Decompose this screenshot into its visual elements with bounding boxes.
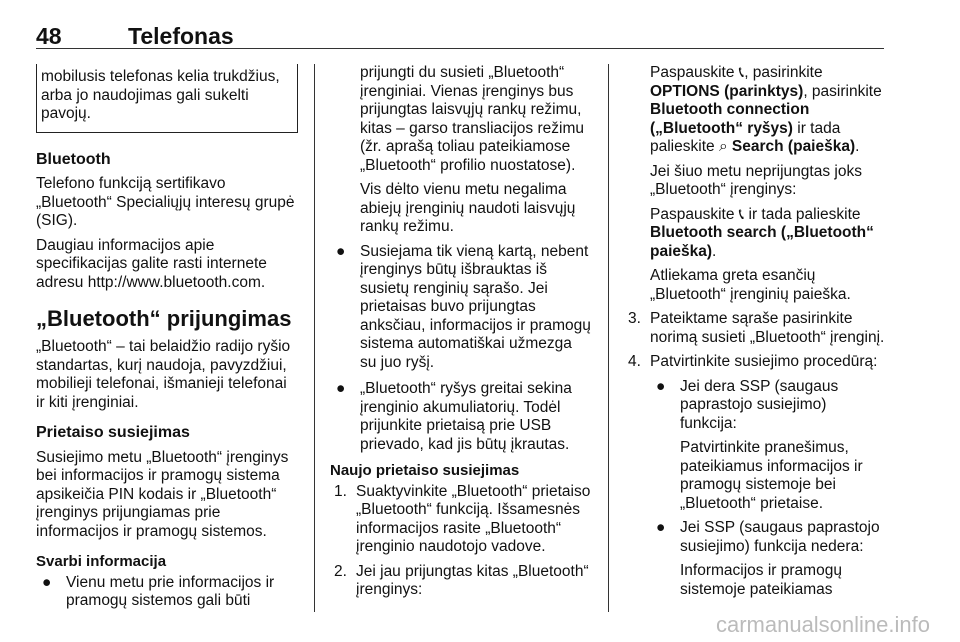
list-item: 1. Suaktyvinkite „Bluetooth“ prietaiso „Bluetooth“ funkciją. Išsamesnės informacijos rasite „Bluetooth“ įrenginio naudotojo vadove.	[334, 482, 591, 555]
paragraph: Atliekama greta esančių „Bluetooth“ įrenginių paieška.	[650, 267, 851, 303]
bullet-icon: ●	[336, 242, 346, 260]
search-icon: ⌕	[718, 138, 728, 155]
page-header	[36, 10, 884, 50]
paragraph: Telefono funkciją sertifikavo „Bluetooth“ Specialiųjų interesų grupė (SIG).	[36, 175, 295, 229]
list-item: 2. Jei jau prijungtas kitas „Bluetooth“ įrenginys:	[334, 562, 589, 598]
section-heading-pairing: Prietaiso susiejimas	[36, 424, 190, 441]
phone-icon: 📞︎	[738, 64, 745, 81]
paragraph: Jei šiuo metu neprijungtas joks „Bluetooth“ įrenginys:	[650, 162, 862, 198]
subheading-important: Svarbi informacija	[36, 553, 167, 570]
list-item: ● Vienu metu prie informacijos ir pramogų sistemos gali būti	[42, 573, 275, 609]
watermark: carmanualsonline.info	[715, 612, 930, 637]
page-number: 48	[36, 23, 62, 49]
column-3	[624, 64, 886, 605]
bullet-icon: ●	[656, 519, 666, 536]
list-item: ● Susiejama tik vieną kartą, nebent įrenginys būtų išbrauktas iš susietų renginių sąrašo. Jei prietaisas buvo prijungtas anksčiau, informacijos ir pramogų sistema automatiškai užmezga su juo ryšį.	[336, 242, 591, 371]
paragraph: Informacijos ir pramogų sistemoje pateikiamas	[680, 562, 842, 598]
list-item: ● Jei dera SSP (saugaus paprastojo susiejimo) funkcija:	[656, 377, 839, 432]
list-item: ● Jei SSP (saugaus paprastojo susiejimo) funkcija nedera:	[656, 519, 880, 555]
paragraph: Daugiau informacijos apie specifikacijas galite rasti internete adresu http://www.bluetooth.com.	[36, 236, 267, 291]
paragraph: Paspauskite 📞︎, pasirinkite OPTIONS (parinktys), pasirinkite Bluetooth connection („Bluetooth“ ryšys) ir tada palieskite ⌕ Search (paieška).	[650, 64, 882, 155]
warning-box	[36, 64, 298, 133]
paragraph: Vis dėlto vienu metu negalima abiejų įrenginių naudoti laisvųjų rankų režimu.	[360, 181, 576, 235]
list-item: 4. Patvirtinkite susiejimo procedūrą:	[628, 353, 878, 370]
paragraph: Patvirtinkite pranešimus, pateikiamus informacijos ir pramogų sistemoje bei „Bluetooth“ prietaise.	[680, 439, 863, 512]
section-heading-bluetooth: Bluetooth	[36, 150, 111, 168]
subheading-new-device: Naujo prietaiso susiejimas	[330, 462, 520, 479]
warning-text: mobilusis telefonas kelia trukdžius, arba jo naudojimas gali sukelti pavojų.	[41, 68, 280, 122]
column-divider	[314, 64, 315, 612]
column-divider	[608, 64, 609, 612]
column-1	[36, 64, 298, 619]
header-rule	[36, 48, 884, 49]
chapter-heading: „Bluetooth“ prijungimas	[36, 306, 292, 331]
paragraph: Susiejimo metu „Bluetooth“ įrenginys bei informacijos ir pramogų sistema apsikeičia PIN kodais ir „Bluetooth“ įrenginys prijungiamas prie informacijos ir pramogų sistemos.	[36, 448, 289, 540]
paragraph: „Bluetooth“ – tai belaidžio radijo ryšio standartas, kurį naudoja, pavyzdžiui, mobilieji telefonai, išmanieji telefonai ir kiti įrenginiai.	[36, 338, 291, 411]
paragraph: prijungti du susieti „Bluetooth“ įrenginiai. Vienas įrenginys bus prijungtas laisvųjų rankų režimu, kitas – garso transliacijos režimu (žr. aprašą toliau pateikiamose „Bluetooth“ profilio nuostatose).	[360, 64, 584, 174]
paragraph: Paspauskite 📞︎ ir tada palieskite Bluetooth search („Bluetooth“ paieška).	[650, 205, 874, 260]
phone-icon: 📞︎	[738, 205, 745, 223]
list-item: 3. Pateiktame sąraše pasirinkite norimą susieti „Bluetooth“ įrenginį.	[628, 310, 885, 346]
list-item: ● „Bluetooth“ ryšys greitai sekina įrenginio akumuliatorių. Todėl prijunkite prietaisą prie USB prievado, kad jis būtų įkrautas.	[336, 380, 572, 453]
page-title: Telefonas	[128, 23, 234, 49]
bullet-icon: ●	[42, 573, 52, 591]
bullet-icon: ●	[656, 377, 666, 395]
column-2	[330, 64, 592, 606]
bullet-icon: ●	[336, 380, 346, 397]
